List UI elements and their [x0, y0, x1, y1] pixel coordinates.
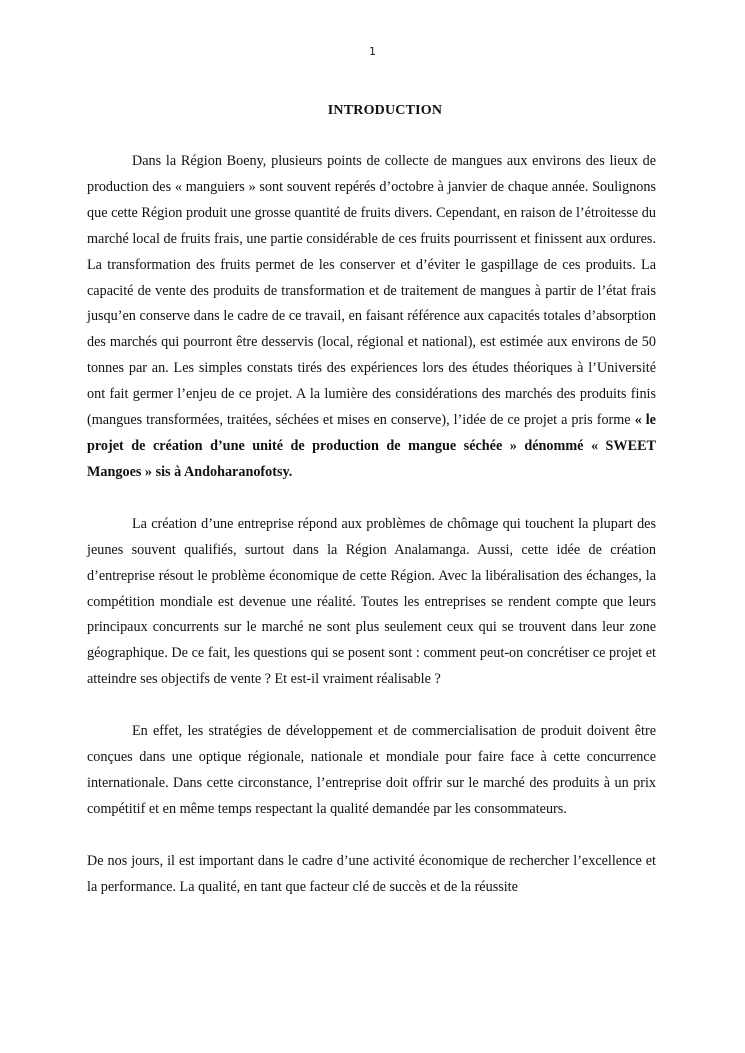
document-body: [87, 149, 656, 901]
page-number: 1: [369, 45, 376, 58]
paragraph-1-text: Dans la Région Boeny, plusieurs points de collecte de mangues aux environs des lieux de production des « manguiers » sont souvent repérés d’octobre à janvier de chaque année. Soulignons que cette Région produit une grosse quantité de fruits divers. Cependant, en raison de l’étroitesse du marché local de fruits frais, une partie considérable de ces fruits pourrissent et finissent aux ordures. La transformation des fruits permet de les conserver et d’éviter le gaspillage de ces produits. La capacité de vente des produits de transformation et de traitement de mangues à partir de l’état frais jusqu’en conserve dans le cadre de ce travail, en faisant référence aux capacités totales d’absorption des marchés qui pourront être desservis (local, régional et national), est estimée aux environs de 50 tonnes par an. Les simples constats tirés des expériences lors des études théoriques à l’Université ont fait germer l’enjeu de ce projet. A la lumière des considérations des marchés des produits finis (mangues transformées, traitées, séchées et mises en conserve), l’idée de ce projet a pris forme: [87, 153, 656, 429]
paragraph-4: De nos jours, il est important dans le cadre d’une activité économique de rechercher l’excellence et la performance. La qualité, en tant que facteur clé de succès et de la réussite: [87, 852, 656, 895]
paragraph-1-bold-project-name: « le projet de création d’une unité de production de mangue séchée » dénommé « SWEET Mangoes » sis à Andoharanofotsy.: [87, 412, 656, 480]
paragraph-gap: [87, 693, 656, 719]
paragraph-1: [87, 149, 656, 486]
paragraph-2: La création d’une entreprise répond aux problèmes de chômage qui touchent la plupart des jeunes souvent qualifiés, surtout dans la Région Analamanga. Aussi, cette idée de création d’entreprise résout le problème économique de cette Région. Avec la libéralisation des échanges, la compétition mondiale est devenue une réalité. Toutes les entreprises se rendent compte que leurs principaux concurrents sur le marché ne sont plus seulement ceux qui se trouvent dans leur zone géographique. De ce fait, les questions qui se posent sont : comment peut-on concrétiser ce projet et atteindre ses objectifs de vente ? Et est-il vraiment réalisable ?: [87, 515, 656, 688]
section-title: INTRODUCTION: [327, 103, 443, 118]
paragraph-gap: [87, 823, 656, 849]
paragraph-3: En effet, les stratégies de développement et de commercialisation de produit doivent être conçues dans une optique régionale, nationale et mondiale pour faire face à cette concurrence internationale. Dans cette circonstance, l’entreprise doit offrir sur le marché des produits à un prix compétitif et en même temps respectant la qualité demandée par les consommateurs.: [87, 723, 656, 817]
paragraph-gap: [87, 486, 656, 512]
